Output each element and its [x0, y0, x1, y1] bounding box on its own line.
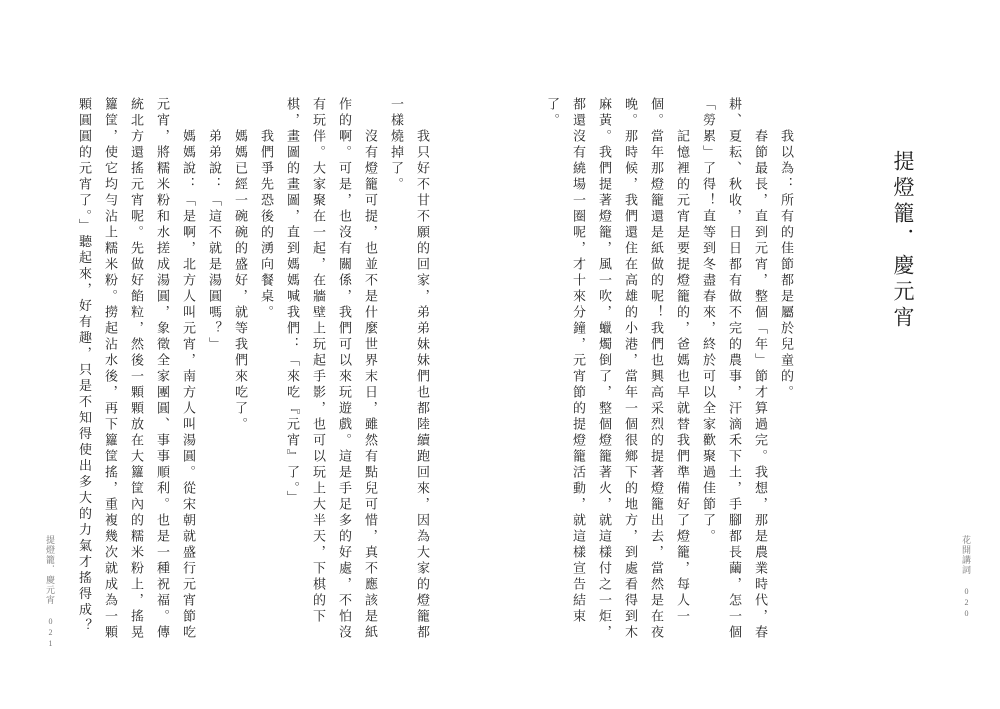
- paragraph: 媽媽已經一碗碗的盛好，就等我們來吃了。: [233, 129, 248, 433]
- page-number: 020: [962, 587, 971, 620]
- section-title-footer: 提燈籠．慶元宵: [45, 535, 55, 605]
- article-title: 提燈籠．慶元宵: [891, 150, 915, 332]
- left-page-text: [35, 97, 435, 645]
- paragraph: 弟弟說：「這不就是湯圓嗎？」: [207, 129, 222, 353]
- paragraph: 記憶裡的元宵是要提燈籠的，爸媽也早就替我們準備好了燈籠，每人一個。當年那燈籠還是紙做的呢！我們也興高采烈的提著燈籠出去，當然是在夜晚。那時候，我們還住在高雄的小港，當年一個很鄉下的地方，到處看得到木麻黃。我們提著燈籠，風一吹，蠟燭倒了，整個燈籠著火，就這樣付之一炬，都還沒有繞場一圈呢，才十來分鐘，元宵節的提燈籠活動，就這樣宣告結束了。: [545, 97, 690, 641]
- paragraph: 我只好不甘不願的回家，弟弟妹妹們也都陸續跑回來，因為大家的燈籠都一樣燒掉了。: [389, 97, 430, 641]
- paragraph: 我們爭先恐後的湧向餐桌。: [259, 129, 274, 321]
- left-running-footer: [44, 535, 57, 650]
- right-page-text: [539, 97, 799, 645]
- paragraph: 春節最長，直到元宵，整個「年」節才算過完。我想，那是農業時代，春耕、夏耘、秋收，日日都有做不完的農事，汗滴禾下土，手腳都長繭，怎一個「勞累」了得！直等到冬盡春來，終於可以全家歡聚過佳節了。: [701, 97, 768, 641]
- paragraph: 媽媽說：「是啊，北方人叫元宵，南方人叫湯圓。從宋朝就盛行元宵節吃元宵，將糯米粉和水搓成湯圓，象徵全家團圓、事事順利。也是一種祝福。傳統北方還搖元宵呢。先做好餡粒，然後一顆顆放在大籮筐內的糯米粉上，搖晃籮筐，使它均勻沾上糯米粉。撈起沾水後，再下籮筐搖，重複幾次就成為一顆顆圓圓的元宵了。」聽起來，好有趣，只是不知得使出多大的力氣才搖得成？: [77, 97, 196, 641]
- page-number: 021: [46, 617, 55, 650]
- right-running-footer: [960, 535, 973, 620]
- paragraph: 沒有燈籠可提，也並不是什麼世界末日，雖然有點兒可惜，真不應該是紙作的啊。可是，也沒有關係，我們可以來玩遊戲。這是手足多的好處，不怕沒有玩伴。大家聚在一起，在牆壁上玩起手影，也可以玩上大半天，下棋的下棋，畫圖的畫圖，直到媽媽喊我們：「來吃『元宵』了。」: [285, 97, 378, 641]
- book-title-footer: 花開講詞: [961, 535, 971, 575]
- paragraph: 我以為：所有的佳節都是屬於兒童的。: [779, 129, 794, 401]
